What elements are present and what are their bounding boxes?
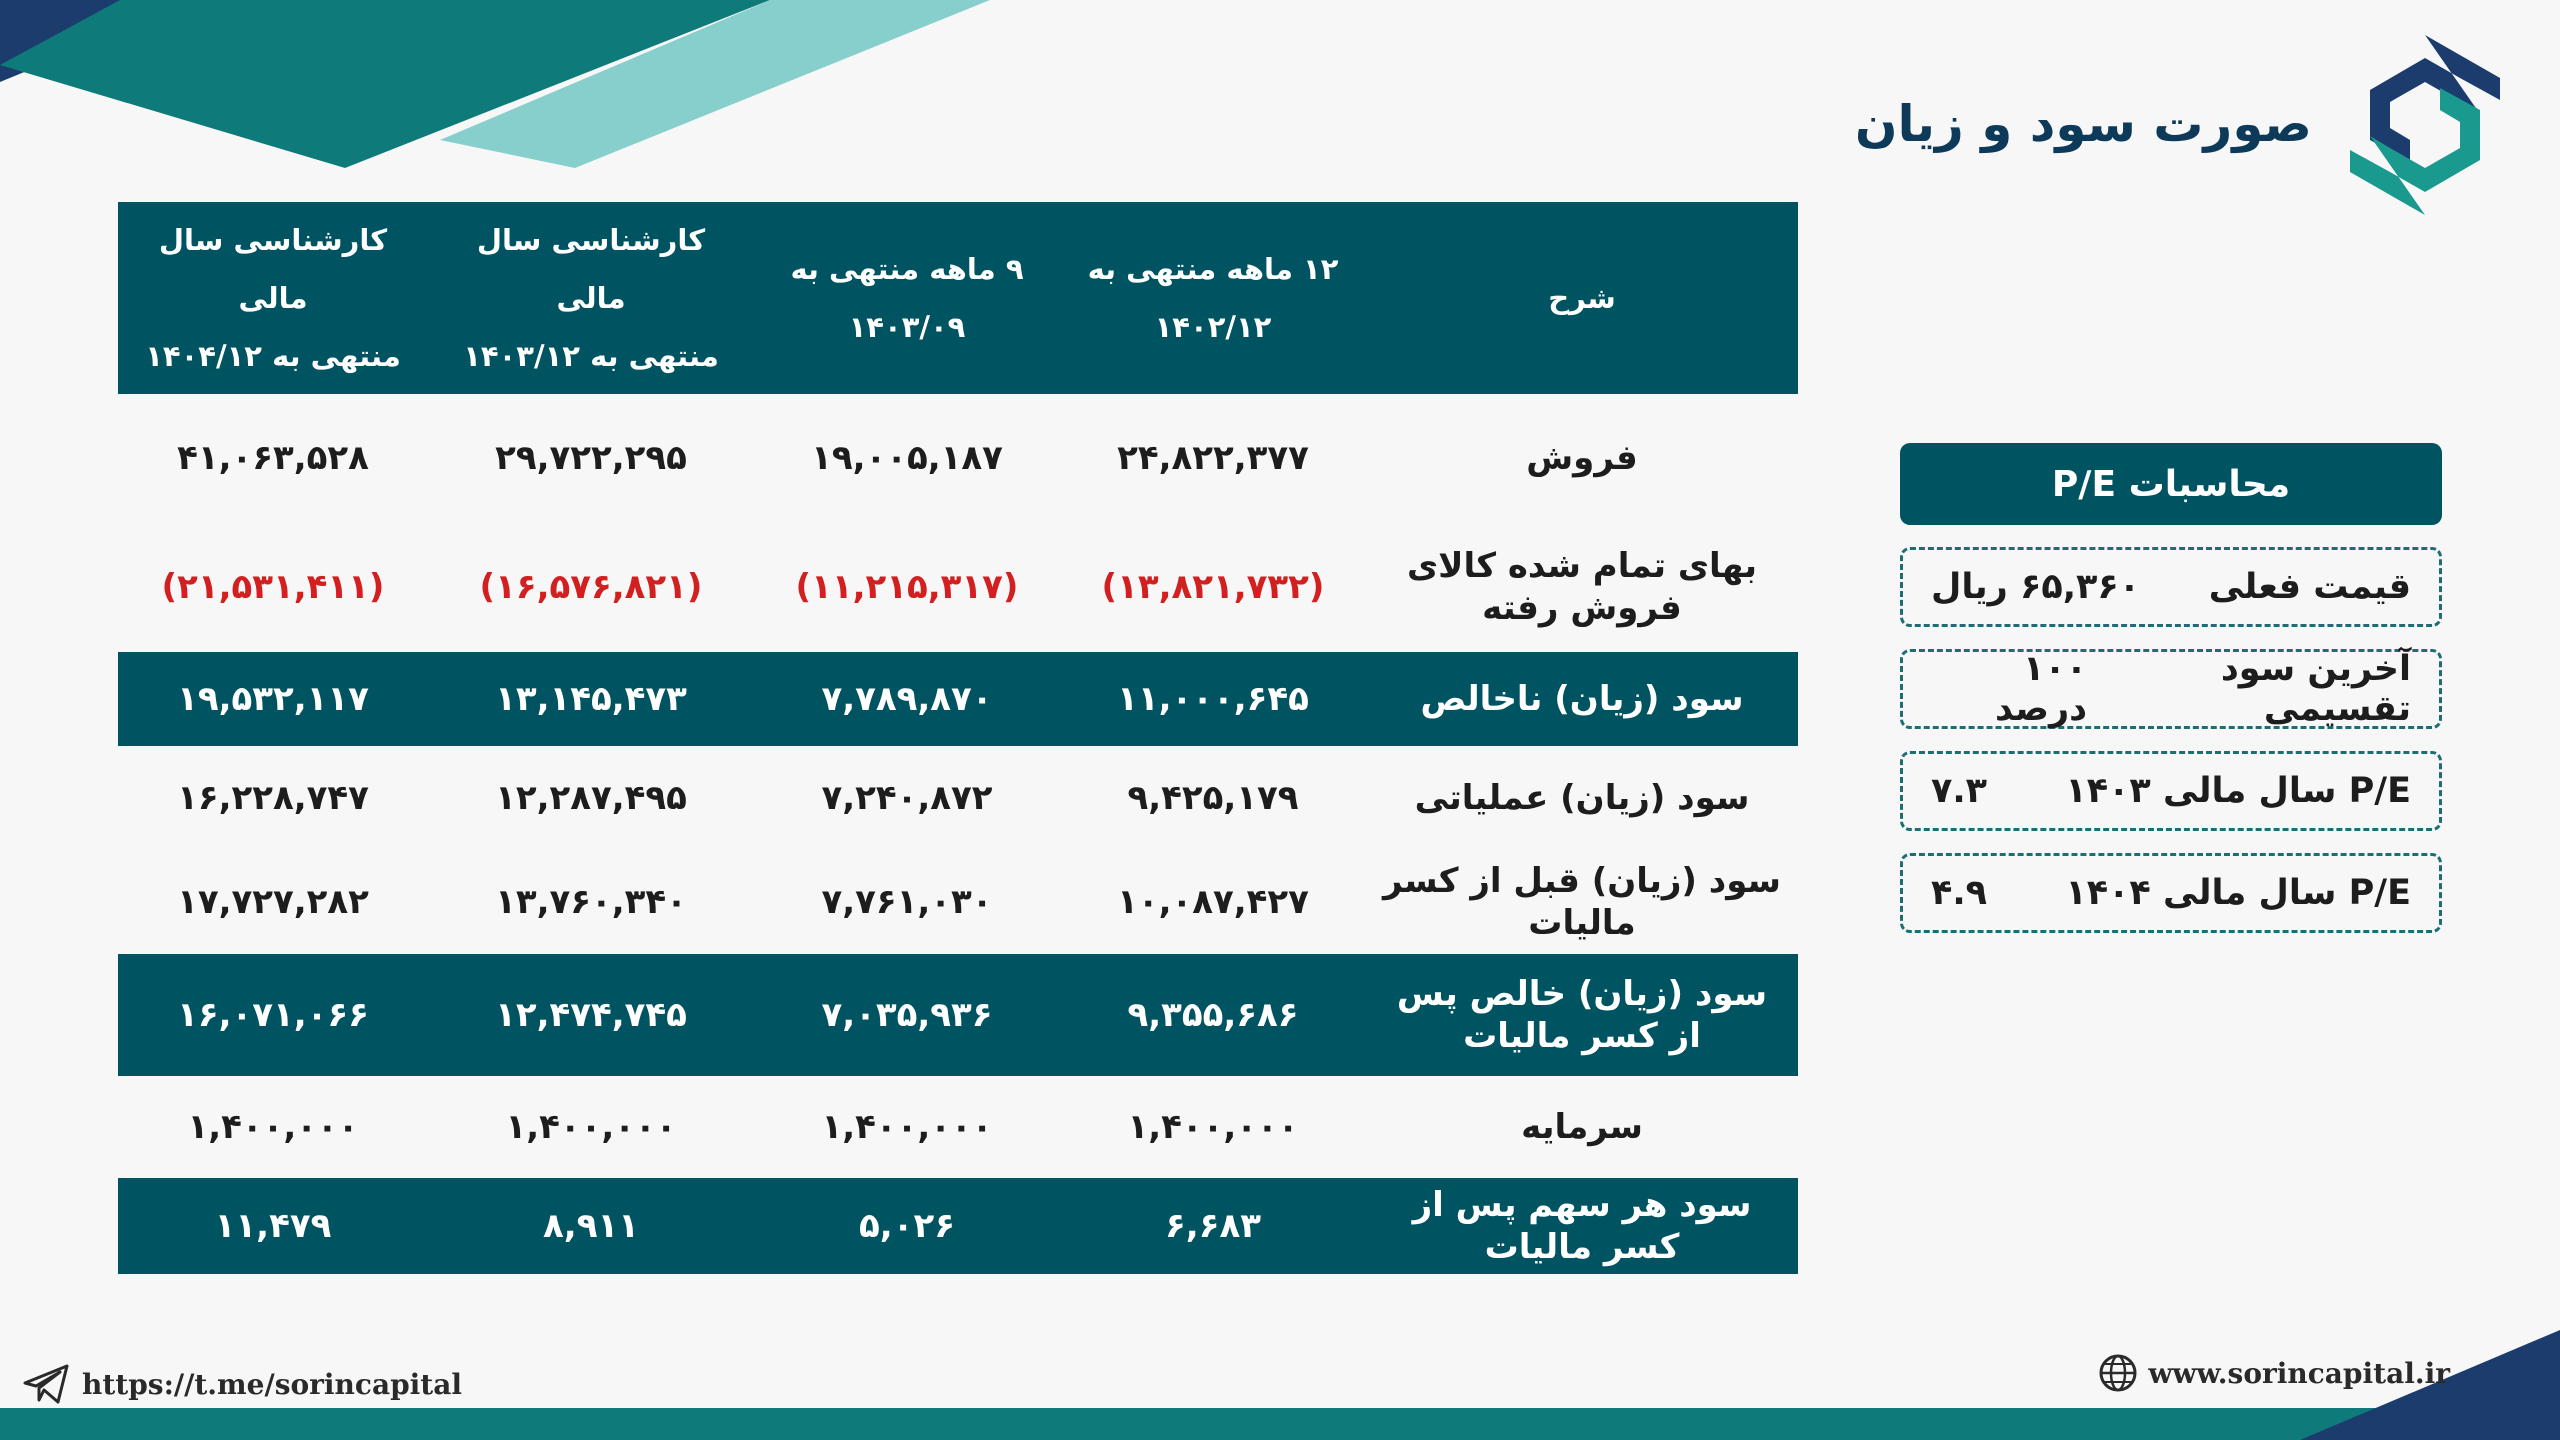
- header-desc: شرح: [1548, 281, 1616, 315]
- table-row: سود (زیان) خالص پس از کسر مالیات ۹,۳۵۵,۶۸۶ ۷,۰۳۵,۹۳۶ ۱۲,۴۷۴,۷۴۵ ۱۶,۰۷۱,۰۶۶: [118, 954, 1798, 1076]
- header-col2: ۹ ماهه منتهی به ۱۴۰۳/۰۹: [790, 252, 1024, 344]
- page-title: صورت سود و زیان: [1854, 95, 2312, 153]
- pe-1404: P/E سال مالی ۱۴۰۴ ۴.۹: [1900, 853, 2442, 933]
- header-col1: ۱۲ ماهه منتهی به ۱۴۰۲/۱۲: [1087, 252, 1339, 344]
- table-row: سرمایه ۱,۴۰۰,۰۰۰ ۱,۴۰۰,۰۰۰ ۱,۴۰۰,۰۰۰ ۱,۴۰۰,۰۰۰: [187, 1106, 1643, 1147]
- pe-current-price: قیمت فعلی ۶۵,۳۶۰ ریال: [1900, 547, 2442, 627]
- table-row: فروش ۲۴,۸۲۲,۳۷۷ ۱۹,۰۰۵,۱۸۷ ۲۹,۷۲۲,۲۹۵ ۴۱,۰۶۳,۵۲۸: [177, 437, 1638, 478]
- pe-1403: P/E سال مالی ۱۴۰۳ ۷.۳: [1900, 751, 2442, 831]
- telegram-icon: [22, 1363, 70, 1405]
- table-row: بهای تمام شده کالای فروش رفته (۱۳,۸۲۱,۷۳۲) (۱۱,۲۱۵,۳۱۷) (۱۶,۵۷۶,۸۲۱) (۲۱,۵۳۱,۴۱۱): [161, 545, 1758, 628]
- globe-icon: [2098, 1353, 2138, 1393]
- pe-panel: [1900, 443, 2442, 933]
- table-row: سود (زیان) ناخالص ۱۱,۰۰۰,۶۴۵ ۷,۷۸۹,۸۷۰ ۱۳,۱۴۵,۴۷۳ ۱۹,۵۳۲,۱۱۷: [118, 652, 1798, 746]
- income-statement-table: [118, 202, 1798, 1274]
- website-link[interactable]: www.sorincapital.ir: [2098, 1353, 2450, 1393]
- header-col4: کارشناسی سال مالی منتهی به ۱۴۰۴/۱۲: [145, 223, 401, 373]
- table-header: [118, 202, 1798, 394]
- table-row: سود (زیان) قبل از کسر مالیات ۱۰,۰۸۷,۴۲۷ ۷,۷۶۱,۰۳۰ ۱۳,۷۶۰,۳۴۰ ۱۷,۷۲۷,۲۸۲: [177, 860, 1781, 943]
- sorin-logo-icon: [2340, 30, 2510, 220]
- table-row: سود (زیان) عملیاتی ۹,۴۲۵,۱۷۹ ۷,۲۴۰,۸۷۲ ۱۲,۲۸۷,۴۹۵ ۱۶,۲۲۸,۷۴۷: [177, 777, 1750, 818]
- pe-panel-title: محاسبات P/E: [1900, 443, 2442, 525]
- table-row: سود هر سهم پس از کسر مالیات ۶,۶۸۳ ۵,۰۲۶ ۸,۹۱۱ ۱۱,۴۷۹: [118, 1178, 1798, 1274]
- header-col3: کارشناسی سال مالی منتهی به ۱۴۰۳/۱۲: [463, 223, 719, 373]
- pe-last-dividend: آخرین سود تقسیمی ۱۰۰ درصد: [1900, 649, 2442, 729]
- telegram-link[interactable]: https://t.me/sorincapital: [22, 1363, 462, 1405]
